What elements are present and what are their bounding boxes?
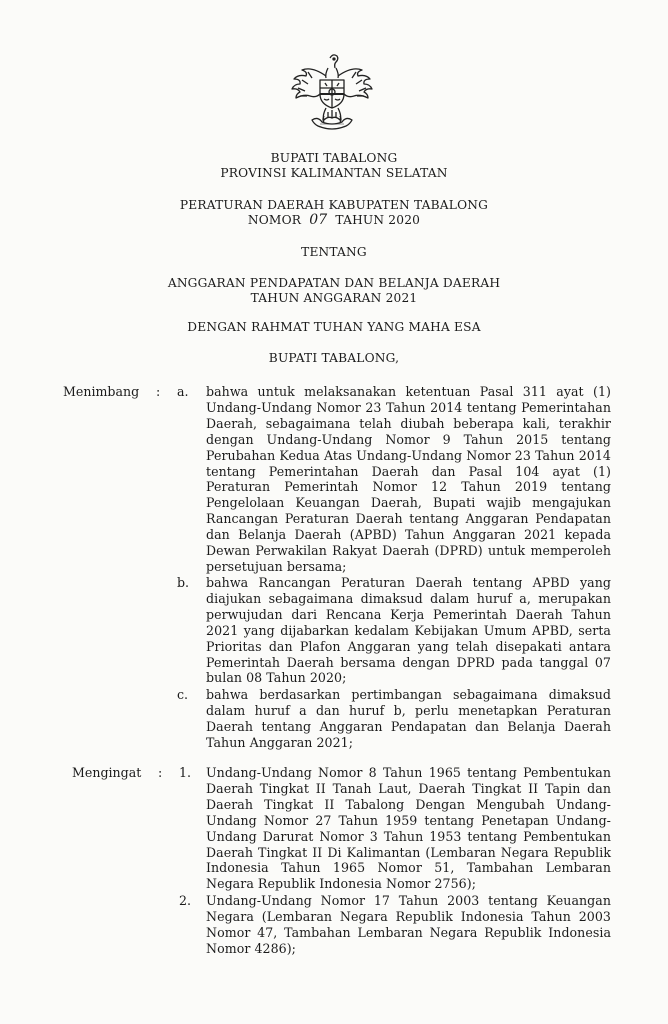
mengingat-item-1-mark: 1. — [179, 765, 192, 780]
mengingat-item-1-text: Undang-Undang Nomor 8 Tahun 1965 tentang Pembentukan Daerah Tingkat II Tanah Laut, Daerah Tingkat II Tapin dan Daerah Tingkat II Tabalong Dengan Mengubah Undang-Undang Nomor 27 Tahun 1959 tentang Penetapan Undang-Undang Darurat Nomor 3 Tahun 1953 tentang Pembentukan Daerah Tingkat II Di Kalimantan (Lembaran Negara Republik Indonesia Tahun 1965 Nomor 51, Tambahan Lembaran Negara Republik Indonesia Nomor 2756); — [206, 765, 611, 892]
menimbang-item-a-text: bahwa untuk melaksanakan ketentuan Pasal 311 ayat (1) Undang-Undang Nomor 23 Tahun 2014 tentang Pemerintahan Daerah, sebagaimana telah diubah beberapa kali, terakhir dengan Undang-Undang Nomor 9 Tahun 2015 tentang Perubahan Kedua Atas Undang-Undang Nomor 23 Tahun 2014 tentang Pemerintahan Daerah dan Pasal 104 ayat (1) Peraturan Pemerintah Nomor 12 Tahun 2019 tentang Pengelolaan Keuangan Daerah, Bupati wajib mengajukan Rancangan Peraturan Daerah tentang Anggaran Pendapatan dan Belanja Daerah (APBD) Tahun Anggaran 2021 kepada Dewan Perwakilan Rakyat Daerah (DPRD) untuk memperoleh persetujuan bersama; — [206, 384, 611, 574]
handwritten-number: 07 — [309, 212, 328, 228]
menimbang-item-c-text: bahwa berdasarkan pertimbangan sebagaimana dimaksud dalam huruf a dan huruf b, perlu menetapkan Peraturan Daerah tentang Anggaran Pendapatan dan Belanja Daerah Tahun Anggaran 2021; — [206, 687, 611, 750]
menimbang-item-c-mark: c. — [177, 687, 189, 702]
menimbang-label: Menimbang — [63, 384, 140, 399]
subject-line-2: TAHUN ANGGARAN 2021 — [250, 291, 418, 305]
subject-line-1: ANGGARAN PENDAPATAN DAN BELANJA DAERAH — [167, 276, 501, 290]
mengingat-item-2-text: Undang-Undang Nomor 17 Tahun 2003 tentang Keuangan Negara (Lembaran Negara Republik Indonesia Tahun 2003 Nomor 47, Tambahan Lembaran Negara Republik Indonesia Nomor 4286); — [206, 893, 611, 956]
menimbang-item-a-mark: a. — [177, 384, 189, 399]
menimbang-colon: : — [156, 384, 161, 399]
mengingat-item-2-mark: 2. — [179, 893, 192, 908]
mengingat-colon: : — [158, 765, 163, 780]
nomor-prefix: NOMOR — [247, 213, 302, 227]
nomor-suffix: TAHUN 2020 — [335, 213, 421, 227]
regulation-type: PERATURAN DAERAH KABUPATEN TABALONG — [179, 198, 489, 212]
blessing-line: DENGAN RAHMAT TUHAN YANG MAHA ESA — [187, 320, 481, 334]
subject-block — [0, 276, 668, 306]
garuda-emblem-icon — [284, 50, 380, 140]
regulation-number — [0, 213, 668, 228]
authority-line: BUPATI TABALONG, — [268, 351, 400, 365]
mengingat-label: Mengingat — [72, 765, 142, 780]
tentang-heading: TENTANG — [301, 245, 367, 259]
header-regent: BUPATI TABALONG — [270, 151, 398, 165]
menimbang-item-b-text: bahwa Rancangan Peraturan Daerah tentang APBD yang diajukan sebagaimana dimaksud dalam huruf a, merupakan perwujudan dari Rencana Kerja Pemerintah Daerah Tahun 2021 yang dijabarkan kedalam Kebijakan Umum APBD, serta Prioritas dan Plafon Anggaran yang telah disepakati antara Pemerintah Daerah bersama dengan DPRD pada tanggal 07 bulan 08 Tahun 2020; — [206, 575, 611, 686]
menimbang-item-b-mark: b. — [177, 575, 190, 590]
header-province: PROVINSI KALIMANTAN SELATAN — [220, 166, 448, 180]
regulation-title-block — [0, 198, 668, 228]
header-title-block — [0, 151, 668, 181]
